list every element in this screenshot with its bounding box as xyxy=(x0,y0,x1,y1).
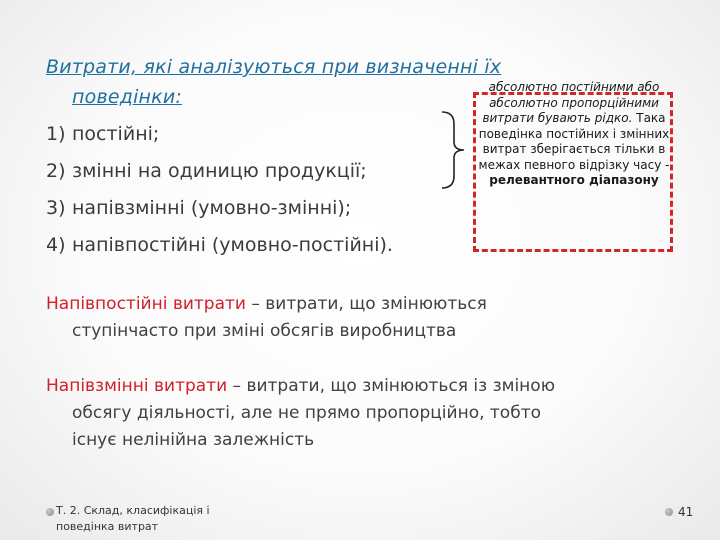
callout-italic-text: абсолютно постійними або абсолютно пропорційними витрати бувають рідко. xyxy=(482,80,660,125)
list-item-number: 4) xyxy=(46,234,66,256)
list-item xyxy=(46,227,393,264)
list-item xyxy=(46,116,393,153)
definition-text-continued: обсягу діяльності, але не прямо пропорційно, тобто xyxy=(72,403,541,423)
definition-term: Напівпостійні витрати xyxy=(46,294,246,314)
footer-bullet-icon xyxy=(665,508,673,516)
list-item-text: напівзмінні (умовно-змінні); xyxy=(72,197,352,219)
list-item-text: змінні на одиницю продукції; xyxy=(72,160,367,182)
heading-line-2: поведінки: xyxy=(72,86,182,108)
list-item-number: 2) xyxy=(46,160,66,182)
callout-bold-text: релевантного діапазону xyxy=(489,173,659,187)
callout-text xyxy=(478,80,670,189)
list-item-text: постійні; xyxy=(72,123,160,145)
list-item xyxy=(46,153,393,190)
definition-text-continued: існує нелінійна залежність xyxy=(72,430,315,450)
list-item xyxy=(46,190,393,227)
page-number: 41 xyxy=(678,505,694,519)
definition-text: – витрати, що змінюються xyxy=(245,294,487,314)
heading-line-1: Витрати, які аналізуються при визначенні їх xyxy=(46,56,502,78)
definition-semi-variable xyxy=(46,373,666,454)
definition-term: Напівзмінні витрати xyxy=(46,376,228,396)
definition-semi-fixed xyxy=(46,291,666,345)
callout-normal-text: Така поведінка постійних і змінних витрат зберігається тільки в межах певного відрізку часу - xyxy=(478,111,670,172)
footer-topic: Т. 2. Склад, класифікація і поведінка витрат xyxy=(56,504,210,533)
footer-bullet-icon xyxy=(46,508,54,516)
cost-types-list xyxy=(46,116,393,264)
definition-text-continued: ступінчасто при зміні обсягів виробництва xyxy=(72,321,457,341)
list-item-text: напівпостійні (умовно-постійні). xyxy=(72,234,393,256)
right-brace-icon xyxy=(440,110,466,190)
list-item-number: 1) xyxy=(46,123,66,145)
definition-text: – витрати, що змінюються із зміною xyxy=(227,376,556,396)
list-item-number: 3) xyxy=(46,197,66,219)
